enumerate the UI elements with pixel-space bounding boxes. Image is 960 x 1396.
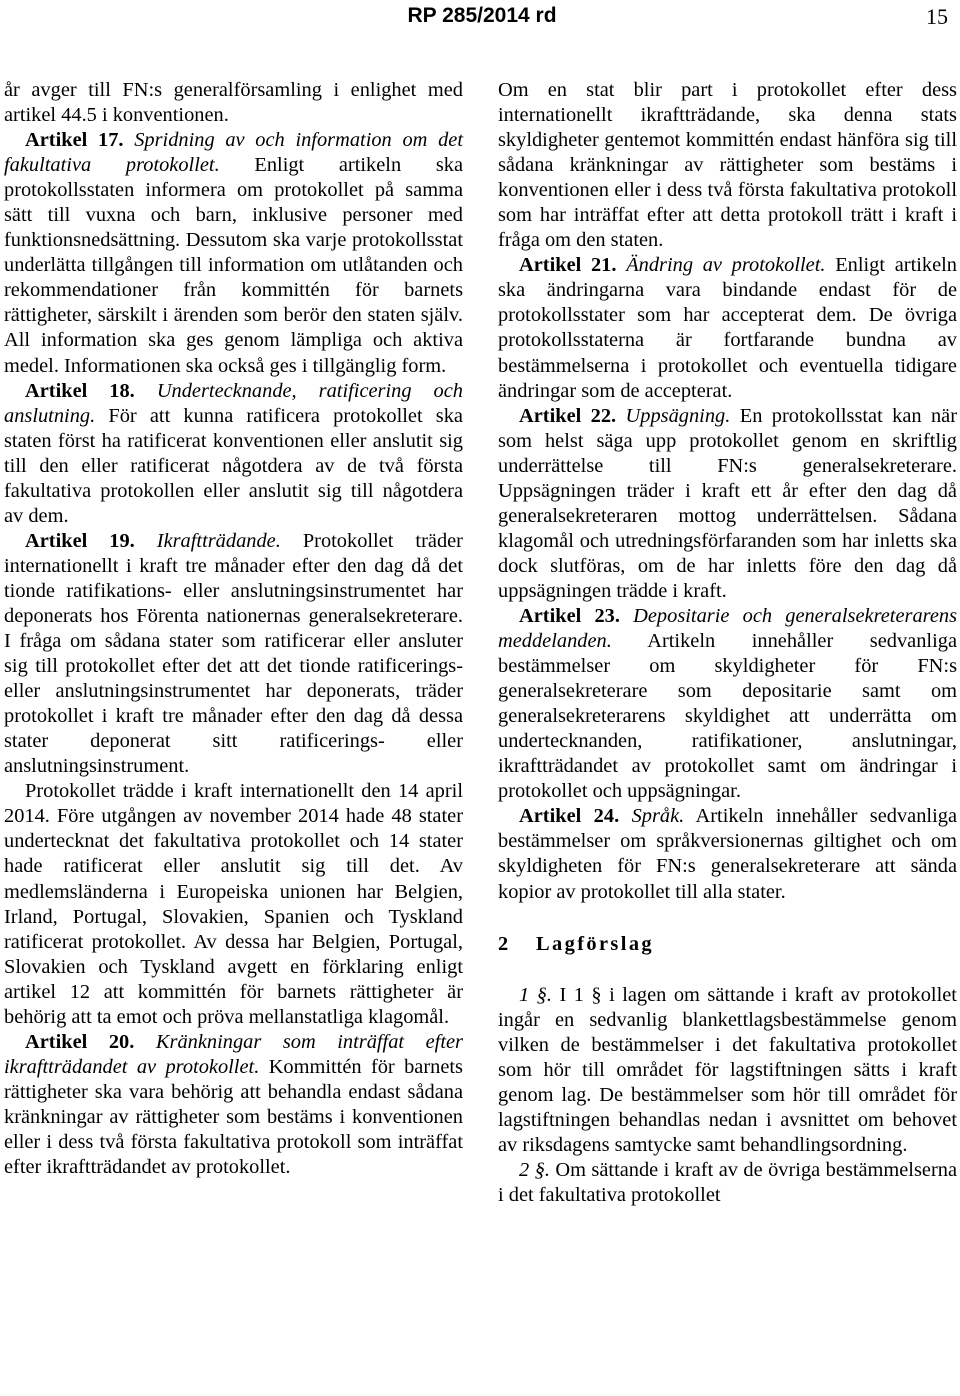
section-title: Lagförslag (536, 932, 655, 955)
article-text: Kommittén för barnets rättigheter ska vara behörig att behandla endast sådana kränkningar av rättigheter som bestäms i konventionen eller i dess två första fakultativa protokoll som inträffat efter ikraftträdandet av protokollet. (4, 1055, 463, 1179)
article-21 (498, 253, 957, 403)
article-label: Artikel 22. (519, 404, 617, 427)
article-23 (498, 604, 957, 804)
article-text: En protokollsstat kan när som helst säga upp protokollet genom en skriftlig underrättelse till FN:s generalsekreterare. Uppsägningen träder i kraft ett år efter den dag då generalsekreteraren mottog underrättelsen. Sådana klagomål och utredningsförfaranden som har inletts ska dock slutföras, om de har inletts före den dag då uppsägningen trädde i kraft. (498, 404, 958, 602)
article-title: Språk. (631, 805, 685, 828)
article-title: Kränkningar som inträffat efter ikraftträdandet av protokollet. (4, 1030, 463, 1078)
article-title: Undertecknande, ratificering och anslutning. (4, 379, 463, 427)
paragraph-label: 1 §. (519, 983, 552, 1006)
article-label: Artikel 19. (25, 529, 135, 552)
article-18 (4, 379, 463, 529)
right-column (498, 78, 957, 1208)
article-19 (4, 529, 463, 779)
article-17 (4, 128, 463, 378)
article-text: Enligt artikeln ska protokollsstaten informera om protokollet på samma sätt till vuxna och barn, inklusive personer med funktionsnedsättning. Dessutom ska varje protokollsstat underlätta tillgången till information om utlåtanden och rekommendationer från kommittén för barnets rättigheter, särskilt i ärenden som berör den staten själv. All information ska ges genom lämpliga och aktiva medel. Informationen ska också ges i tillgänglig form. (4, 154, 464, 377)
article-title: Ikraftträdande. (156, 529, 281, 552)
article-text: Artikeln innehåller sedvanliga bestämmelser om skyldigheter för FN:s generalsekreterare som depositarie samt om generalsekreterarens skyldighet att underrätta om undertecknanden, ratifikationer, anslutningar, ikraftträdandet av protokollet samt om ändringar i protokollet och uppsägningar. (498, 630, 957, 803)
article-title: Spridning av och information om det fakultativa protokollet. (4, 129, 463, 177)
article-label: Artikel 17. (25, 129, 124, 152)
section-number: 2 (498, 932, 509, 955)
article-text: Enligt artikeln ska ändringarna vara bindande endast för de protokollsstater som har accepterat dem. De övriga protokollsstaterna är fortfarande bundna av bestämmelserna i protokollet och eventuella tidigare ändringar som de accepterat. (498, 254, 958, 402)
article-title: Ändring av protokollet. (626, 254, 826, 277)
paragraph: år avger till FN:s generalförsamling i enlighet med artikel 44.5 i konventionen. (4, 79, 463, 127)
page-header (0, 0, 960, 42)
paragraph-text: I 1 § i lagen om sättande i kraft av protokollet ingår en sedvanlig blankettlagsbestämmelse genom vilken de bestämmelser i det fakultativa protokollet som hör till området för lagstiftningen sätts i kraft genom lag. De bestämmelser som hör till området för lagstiftningen behandlas nedan i avsnittet om behovet av riksdagens samtycke samt behandlingsordning. (498, 983, 957, 1156)
paragraph-text: Om sättande i kraft av de övriga bestämmelserna i det fakultativa protokollet (498, 1158, 957, 1206)
page-number: 15 (926, 4, 948, 29)
section-2-paragraph (498, 1158, 957, 1208)
article-label: Artikel 20. (25, 1030, 135, 1053)
left-column (4, 78, 463, 1180)
paragraph: Om en stat blir part i protokollet efter dess internationellt ikraftträdande, ska denna stats skyldigheter gentemot kommittén endast hänföra sig till sådana kränkningar av rättigheter som bestäms i konventionen eller i dess två första fakultativa protokoll som har inträffat efter att detta protokoll trätt i kraft i fråga om den staten. (498, 79, 957, 252)
article-label: Artikel 21. (519, 254, 617, 277)
article-label: Artikel 23. (519, 604, 620, 627)
article-title: Depositarie och generalsekreterarens meddelanden. (498, 604, 957, 653)
article-title: Uppsägning. (625, 404, 731, 427)
article-label: Artikel 24. (519, 805, 620, 828)
article-22 (498, 404, 957, 604)
article-text: För att kunna ratificera protokollet ska staten först ha ratificerat konventionen eller anslutit sig till den eller ratificerat någotdera av de två första fakultativa protokollen eller anslutit sig till någotdera av dem. (4, 404, 463, 527)
document-reference: RP 285/2014 rd (407, 4, 557, 27)
section-heading (498, 932, 957, 957)
paragraph: Protokollet trädde i kraft internationellt den 14 april 2014. Före utgången av november 2014 hade 48 stater undertecknat det fakultativa protokollet och 14 stater hade ratificerat eller anslutit sig till det. Av medlemsländerna i Europeiska unionen har Belgien, Irland, Portugal, Slovakien, Spanien och Tyskland ratificerat protokollet. Av dessa har Belgien, Portugal, Slovakien och Tyskland avgett en förklaring enligt artikel 12 att kommittén för barnets rättigheter är behörig att ta emot och pröva mellanstatliga klagomål. (4, 780, 463, 1028)
article-24 (498, 804, 957, 904)
article-20 (4, 1030, 463, 1180)
section-1-paragraph (498, 983, 957, 1158)
article-label: Artikel 18. (25, 379, 135, 402)
article-text: Protokollet träder internationellt i kraft tre månader efter den dag då det tionde ratifikations- eller anslutningsinstrumentet har deponerats hos Förenta nationernas generalsekreterare. I fråga om sådana stater som ratificerar eller ansluter sig till protokollet efter det att det tionde ratificerings- eller anslutningsinstrumentet har deponerats, träder protokollet i kraft tre månader efter den dag då dessa stater deponerat sitt ratificerings- eller anslutningsinstrument. (4, 529, 463, 778)
article-text: Artikeln innehåller sedvanliga bestämmelser om språkversionernas giltighet och om skyldigheten för FN:s generalsekreterare att sända kopior av protokollet till alla stater. (498, 805, 957, 903)
paragraph-label: 2 §. (519, 1158, 550, 1181)
